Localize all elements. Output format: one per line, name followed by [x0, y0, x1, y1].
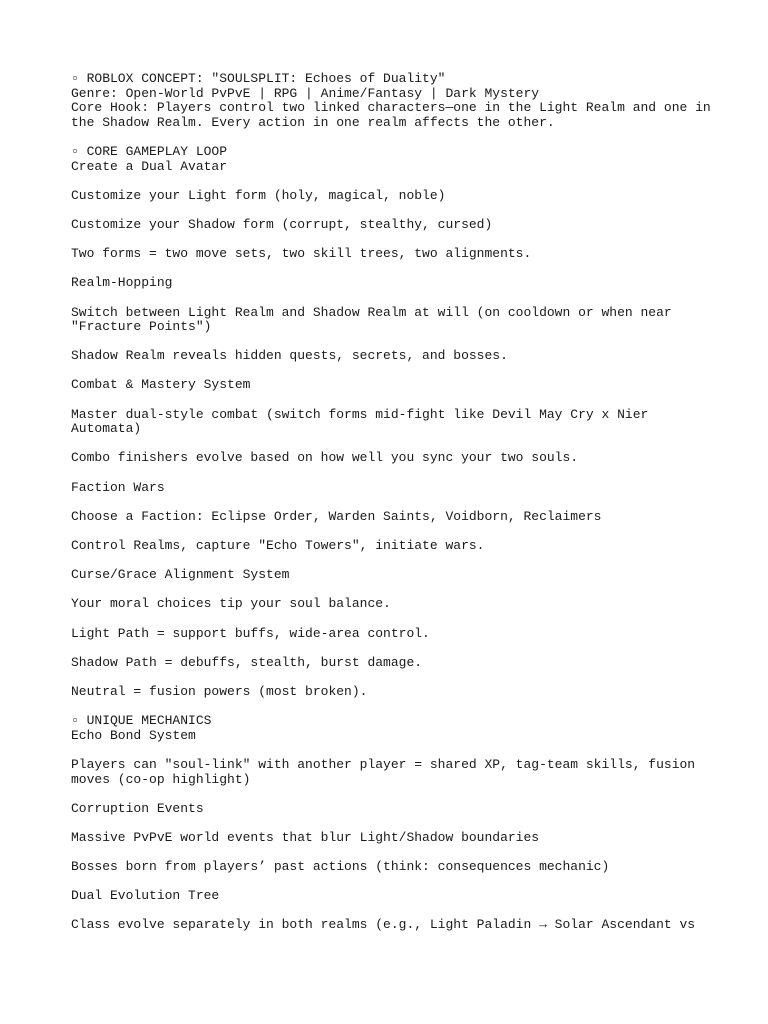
text-line: Master dual-style combat (switch forms mid-fight like Devil May Cry x Nier — [71, 406, 649, 422]
document-body — [71, 72, 731, 933]
text-line: Neutral = fusion powers (most broken). — [71, 683, 368, 699]
text-line: Corruption Events — [71, 800, 204, 816]
text-line: Echo Bond System — [71, 727, 196, 743]
blank-line — [71, 875, 731, 890]
blank-line — [71, 262, 731, 277]
blank-line — [71, 700, 731, 715]
blank-line — [71, 641, 731, 656]
text-line: Shadow Realm reveals hidden quests, secrets, and bosses. — [71, 348, 508, 364]
blank-line — [71, 174, 731, 189]
text-line: Control Realms, capture "Echo Towers", initiate wars. — [71, 538, 485, 553]
blank-line — [71, 130, 731, 145]
text-line: Two forms = two move sets, two skill trees, two alignments. — [71, 246, 532, 262]
blank-line — [71, 816, 731, 831]
text-line: "Fracture Points") — [71, 319, 212, 335]
blank-line — [71, 203, 731, 218]
text-line: Switch between Light Realm and Shadow Realm at will (on cooldown or when near — [71, 304, 672, 320]
blank-line — [71, 466, 731, 481]
text-line: the Shadow Realm. Every action in one realm affects the other. — [71, 114, 555, 130]
blank-line — [71, 437, 731, 452]
text-line: Customize your Light form (holy, magical, noble) — [71, 187, 446, 203]
blank-line — [71, 554, 731, 569]
blank-line — [71, 743, 731, 758]
blank-line — [71, 670, 731, 685]
text-line: Bosses born from players’ past actions (think: consequences mechanic) — [71, 859, 610, 875]
text-line: Players can "soul-link" with another player = shared XP, tag-team skills, fusion — [71, 756, 696, 772]
blank-line — [71, 845, 731, 860]
text-line: Curse/Grace Alignment System — [71, 567, 290, 583]
text-line: Your moral choices tip your soul balance. — [71, 596, 391, 612]
text-line: Genre: Open-World PvPvE | RPG | Anime/Fantasy | Dark Mystery — [71, 85, 540, 101]
blank-line — [71, 495, 731, 510]
blank-line — [71, 524, 731, 539]
blank-line — [71, 393, 731, 408]
text-line: Massive PvPvE world events that blur Light/Shadow boundaries — [71, 829, 540, 845]
blank-line — [71, 787, 731, 802]
text-line: Shadow Path = debuffs, stealth, burst damage. — [71, 654, 423, 670]
blank-line — [71, 335, 731, 350]
text-line: Class evolve separately in both realms (e.g., Light Paladin → Solar Ascendant vs — [71, 917, 696, 933]
text-line: Faction Wars — [71, 479, 165, 495]
text-line: Choose a Faction: Eclipse Order, Warden Saints, Voidborn, Reclaimers — [71, 508, 602, 524]
blank-line — [71, 233, 731, 248]
text-line: Light Path = support buffs, wide-area control. — [71, 625, 430, 641]
text-line: Combo finishers evolve based on how well you sync your two souls. — [71, 450, 579, 466]
text-line: Customize your Shadow form (corrupt, stealthy, cursed) — [71, 216, 493, 232]
blank-line — [71, 904, 731, 919]
text-line: Realm-Hopping — [71, 275, 173, 291]
text-line: ▫ UNIQUE MECHANICS — [71, 713, 212, 729]
blank-line — [71, 364, 731, 379]
blank-line — [71, 291, 731, 306]
text-line: Core Hook: Players control two linked characters—one in the Light Realm and one in — [71, 100, 711, 116]
text-line: Combat & Mastery System — [71, 377, 251, 393]
text-line: Automata) — [71, 421, 142, 437]
blank-line — [71, 612, 731, 627]
text-line: ▫ ROBLOX CONCEPT: "SOULSPLIT: Echoes of Duality" — [71, 71, 446, 86]
text-line: Dual Evolution Tree — [71, 888, 220, 904]
text-line: Create a Dual Avatar — [71, 158, 228, 174]
text-line: moves (co-op highlight) — [71, 771, 251, 787]
blank-line — [71, 583, 731, 598]
text-line: ▫ CORE GAMEPLAY LOOP — [71, 143, 228, 159]
